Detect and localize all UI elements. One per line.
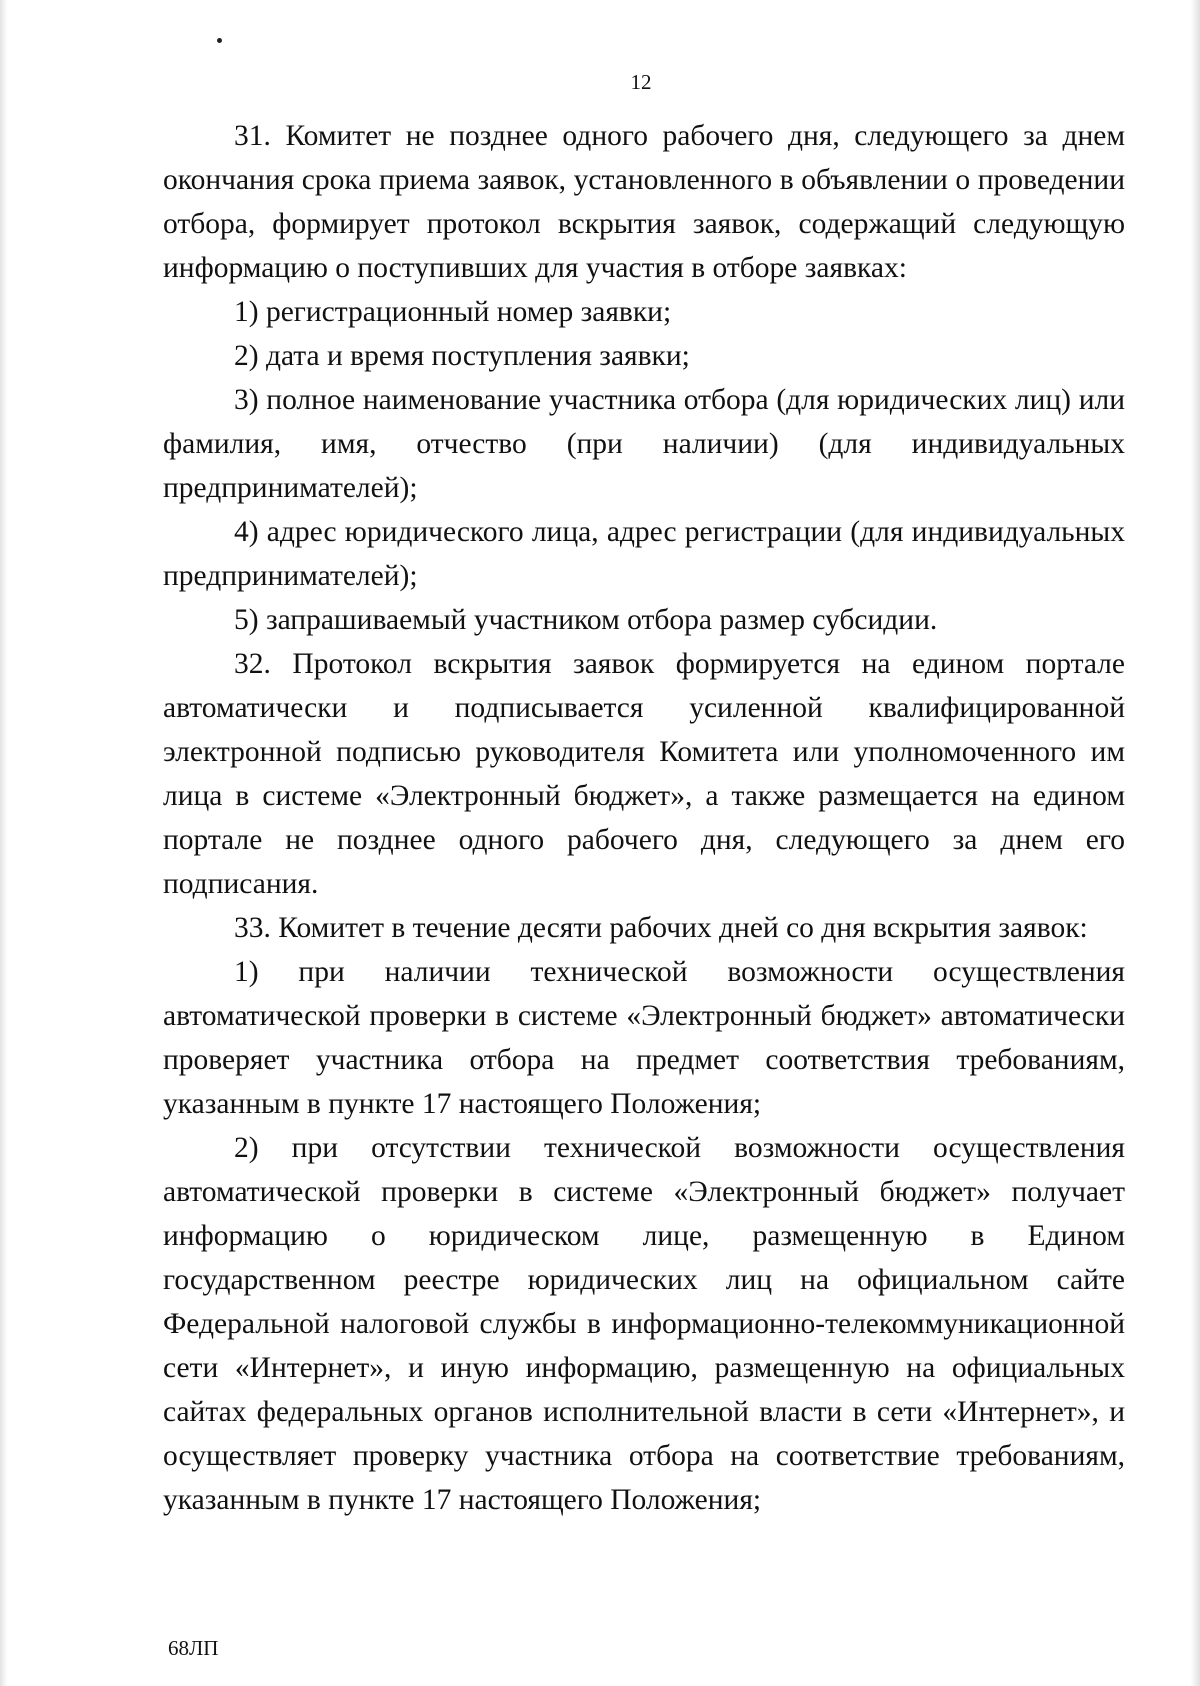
scan-edge-right: [1190, 0, 1200, 1686]
document-body: [163, 114, 1125, 1522]
footer-code: 68ЛП: [168, 1636, 219, 1660]
paragraph-31-item-3: 3) полное наименование участника отбора (для юридических лиц) или фамилия, имя, отчество (при наличии) (для индивидуальных предпринимателей);: [163, 384, 1125, 504]
paragraph-32: 32. Протокол вскрытия заявок формируется на едином портале автоматически и подписывается усиленной квалифицированной электронной подписью руководителя Комитета или уполномоченного им лица в системе «Электронный бюджет», а также размещается на едином портале не позднее одного рабочего дня, следующего за днем его подписания.: [163, 648, 1125, 900]
scan-edge-left: [0, 0, 8, 1686]
page-number: 12: [630, 70, 652, 94]
scan-speck: [217, 38, 222, 43]
paragraph-33: 33. Комитет в течение десяти рабочих дней со дня вскрытия заявок:: [234, 912, 1088, 944]
paragraph-31-item-2: 2) дата и время поступления заявки;: [234, 340, 690, 372]
paragraph-31-item-5: 5) запрашиваемый участником отбора размер субсидии.: [234, 604, 938, 636]
paragraph-33-item-2: 2) при отсутствии технической возможности осуществления автоматической проверки в системе «Электронный бюджет» получает информацию о юридическом лице, размещенную в Едином государственном реестре юридических лиц на официальном сайте Федеральной налоговой службы в информационно-телекоммуникационной сети «Интернет», и иную информацию, размещенную на официальных сайтах федеральных органов исполнительной власти в сети «Интернет», и осуществляет проверку участника отбора на соответствие требованиям, указанным в пункте 17 настоящего Положения;: [163, 1132, 1125, 1516]
paragraph-31-item-1: 1) регистрационный номер заявки;: [234, 296, 672, 328]
paragraph-33-item-1: 1) при наличии технической возможности осуществления автоматической проверки в системе «Электронный бюджет» автоматически проверяет участника отбора на предмет соответствия требованиям, указанным в пункте 17 настоящего Положения;: [163, 956, 1125, 1120]
paragraph-31: 31. Комитет не позднее одного рабочего дня, следующего за днем окончания срока приема заявок, установленного в объявлении о проведении отбора, формирует протокол вскрытия заявок, содержащий следующую информацию о поступивших для участия в отборе заявках:: [163, 120, 1125, 284]
paragraph-31-item-4: 4) адрес юридического лица, адрес регистрации (для индивидуальных предпринимателей);: [163, 516, 1125, 592]
